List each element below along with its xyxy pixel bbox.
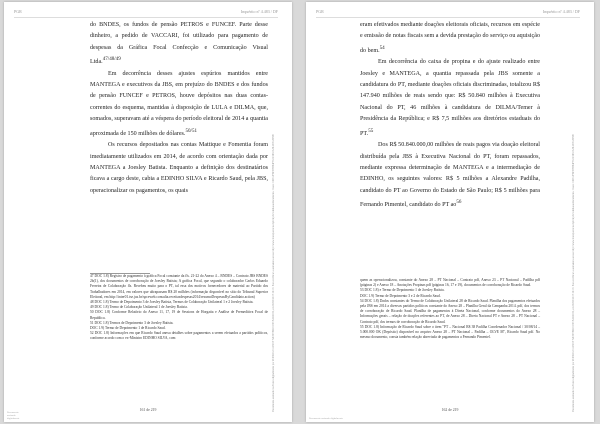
- paragraph: eram efetivados mediante doações eleitorais oficiais, recursos em espécie e emissão de notas fiscais sem a devida prestação do serviço ou aquisição do bem.$^{54}$: [360, 22, 540, 54]
- footnote: 55 DOC 1.8) Informação de Ricardo Saud sobre o item "PT – Nacional R$ 38 Padilha Coordenador Nacional / 30/08/14 – 5.000.000 OK (Depósito) disponível no arquivo Anexo 28 – PT Nacional – Padilha – OLVE M", Ricardo Saud pdf. No mesmo documento, consta também relação abreviada de pagamentos a Fernando Pimentel.: [360, 324, 540, 340]
- footnotes: [360, 278, 540, 340]
- footnote-ref: 50/51: [185, 127, 198, 134]
- footnotes: [90, 273, 268, 342]
- body-text: [360, 20, 540, 212]
- footnote-ref: 54: [379, 44, 385, 51]
- footnote: 48 DOC 1.8) Termo de Depoimento 3 de Joesley Batista, Termos de Colaboração Unilateral 1 e 2 Joesley Batista.: [90, 300, 254, 305]
- header-right: Inquérito nº 4.483 / DF: [542, 9, 580, 14]
- footnote-ref: 56: [456, 199, 462, 206]
- page-number: 162 de 219: [441, 408, 459, 412]
- page-header: [14, 9, 278, 18]
- left-page: [4, 2, 292, 422]
- signature-margin-note: Documento assinado via Token digitalmente por RODRIGO JANOT MONTEIRO DE BARROS, em 05/09/2017 20:19. Para verificar a assinatura acesse http://www.transparencia.mpf.mp.br/validacaodocumento. Chave C6D12F6F.B7B84F55.0C8D2A36.2E3A5F6B: [572, 134, 575, 412]
- bottom-left-note: Documento assinado digitalmente: [309, 417, 344, 420]
- paragraph: Os recursos depositados nas contas Mattique e Fomentia foram imediatamente utilizados em 2014, de acordo com orientação dada por MANTEGA a Joesley Batista. Enquanto a definição dos destinatários ficava a cargo deste, cabia a EDINHO SILVA e Ricardo Saud, pela JBS, operacionalizar os pagamentos, os quais: [90, 142, 268, 194]
- paragraph: Dos R$ 50.840.000,00 milhões de reais pagos via doação eleitoral distribuída pela JBS à Executiva Nacional do PT, foram repassados, mediante expressa determinação de MANTEGA e a intermediação de EDINHO, os seguintes valores: R$ 5 milhões a Alexandre Padilha, candidato do PT ao Governo do Estado de São Paulo; R$ 5 milhões para Fernando Pimentel, candidato do PT $ao^{56}$: [360, 142, 540, 209]
- footnote-ref: 47/48/49: [102, 56, 121, 63]
- bottom-left-note: Documento assinado digitalmente: [7, 411, 20, 420]
- header-left: PGR: [316, 9, 324, 14]
- paragraph: Em decorrência desses ajustes espúrios mantidos entre MANTEGA e executivos da JBS, em prejuízo do BNDES e dos fundos de pensão FUNCEF e PETROS, houve depósitos nas duas contas-correntes do esquema, mantidas à disposição de LULA e DILMA, que, somados, superavam até a véspera do período eleitoral de 2014 a quantia aproximada de 150 milhões de dólares.$^{50/51}$: [90, 70, 268, 137]
- page-number: 161 de 219: [139, 408, 157, 412]
- footnote: DOC 1.9) Termo de Depoimento 3 e 2 de Ricardo Saud.: [360, 293, 441, 298]
- footnote: 50 DOC 1.8) Conforme Relatório do Anexo 11, 17, 19 de Sessions de Horgatia e Análise de Premeditiva Focal de Republica.: [90, 310, 268, 320]
- signature-margin-note: Documento assinado via Token digitalmente por RODRIGO JANOT MONTEIRO DE BARROS, em 05/09/2017 20:19. Para verificar a assinatura acesse http://www.transparencia.mpf.mp.br/validacaodocumento. Chave C6D12F6F.B7B84F55.0C8D2A36.2E3A5F6B: [272, 134, 275, 412]
- footnote-ref: 55: [368, 127, 374, 134]
- footnote: DOC 1.9) Termo de Depoimento 1 de Ricardo Saud.: [90, 326, 166, 331]
- footnote: quem as operacionalizou, constante do Anexo 28 – PT Nacional – Contrato pdf, Anexo 23 – PT Nacional – Padilha pdf (páginas 2) e Anexo 18 – Anotações Propinas pdf (páginas 16, 17 e 19), documentos de corroboração de Ricardo Saud.: [360, 278, 540, 288]
- footnote: 53 DOC 1.8) e Termo de Depoimento 1 de Joesley Batista.: [360, 288, 445, 293]
- body-text: [90, 20, 268, 197]
- header-left: PGR: [14, 9, 22, 14]
- footnote: 52 DOC 1.8) Informações em que Ricardo Saud anexa detalhes sobre pagamentos a serem efetuados a partidos políticos, conforme acordo com o ex-Ministro EDINHO SILVA, com: [90, 331, 268, 341]
- header-right: Inquérito nº 4.483 / DF: [240, 9, 278, 14]
- paragraph: do BNDES, os fundos de pensão PETROS e FUNCEF. Parte desse dinheiro, a pedido de VACCARI, foi utilizado para pagamento de despesas da Gráfica Focal Confecção e Comunicação Visual Ltda.$^{47/48/49}$: [90, 22, 268, 66]
- footnote: 49 DOC 1.8) Termo de Colaboração Unilateral 1 de Joesley Batista.: [90, 305, 188, 310]
- footnote: 51 DOC 1.8) Termos de Depoimento 3 de Joesley Batista.: [90, 320, 174, 325]
- page-header: [316, 9, 580, 18]
- right-page: [306, 2, 594, 422]
- paragraph: Em decorrência do caixa de propina e do ajuste realizado entre Joesley e MANTEGA, a quantia repassada pela JBS somente a candidatura do PT, mediante doações oficiais discriminadas, totalizou R$ 147.940 milhões de reais sendo que: R$ 50.840 milhões à Executiva Nacional do PT, 46 milhões à candidatura de DILMA/Temer à Presidência da República; e R$ 7,5 milhões aos diretórios estaduais do PT.$^{55}$: [360, 59, 540, 137]
- footnote: 47 DOC 1.8) Registro de pagamento à gráfica Focal constante da fls. 21-22 do Anexo 4 – BNDES – Contrato JBS BNDES 2b(1), dos documentos de corroboração de Joesley Batista; A gráfica Focal, que segundo o colaborador Carlos Eduardo Ferreira de Colaboração fls. Recebeu muito para o PT, tal essa dos motivos fornecedores de material ao Partido dos Trabalhadores em 2014, em valores que ultrapassam R$ 20 milhões (informação disponível no sítio do Tribunal Superior Eleitoral, em http://inter01.tse.jus.br/spceweb.consulta.receitasdespesas2014/resumoDespesasByCandidato.action): [90, 274, 268, 299]
- footnote: 54 DOC 1.8) Dados constantes do Termo de Colaboração Unilateral 28 de Ricardo Saud. Planilha dos pagamentos efetuados pela JBS em 2014 a diversos partidos políticos constante do Anexo 28 – Planilha Geral da Campanha 2014. pdf, dos termos de corroboração de Ricardo Saud. Planilha de pagamentos à Direta Nacional, conforme documentos do Anexo 28 – Informações gerais – relação de doações referentes ao PT, de Anexo 28 – Direta Nacional PT e Anexo 28 – PT Nacional – Contrato pdf, dos termos de corroboração de Ricardo Saud.: [360, 298, 540, 324]
